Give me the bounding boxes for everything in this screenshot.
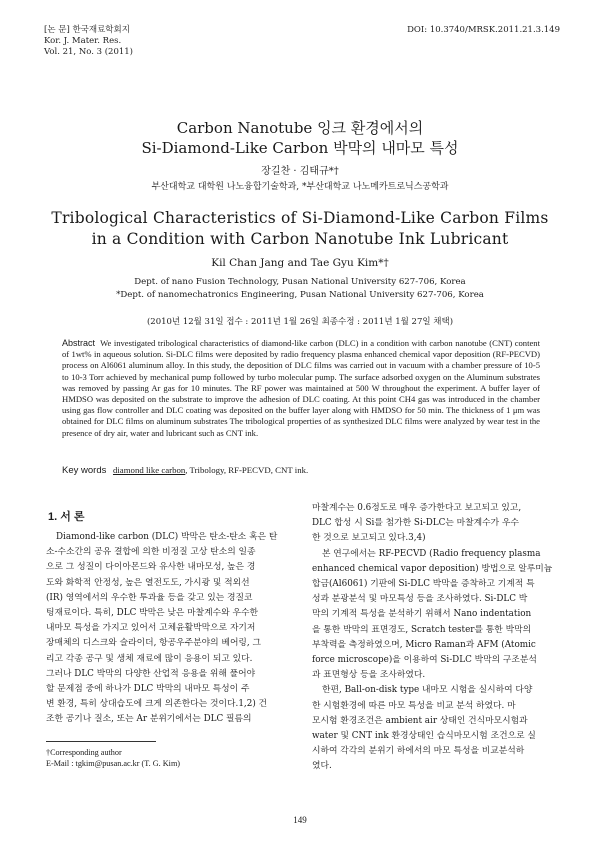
body-line: DLC 합성 시 Si를 첨가한 Si-DLC는 마찰계수가 우수 (312, 518, 519, 529)
body-line: 할 문제점 중에 하나가 DLC 박막의 내마모 특성이 주 (46, 684, 250, 695)
footnote-corresponding: †Corresponding author (46, 748, 122, 757)
body-column-left (46, 530, 290, 728)
footnote (46, 747, 180, 769)
keywords (62, 465, 308, 476)
body-line: 과 표면형상 등을 조사하였다. (312, 670, 426, 681)
footnote-divider (46, 741, 156, 742)
body-line: 막의 기계적 특성을 분석하기 위해서 Nano indentation (312, 609, 532, 620)
abstract-text: We investigated tribological characteristics of diamond-like carbon (DLC) in a condition with carbon nanotube (CNT) content of 1wt% in aqueous solution. Si-DLC films were deposited by radio frequency plasma enhanced chemical vapor deposition (RF-PECVD) process on Al6061 aluminum alloy. In this study, the deposition of DLC films was carried out in vacuum with a chamber pressure of 10-5 to 10-3 Torr achieved by mechanical pump followed by turbo molecular pump. The surface adsorbed oxygen on the Aluminum substrates was removed by passing Ar gas for 10 minutes. The RF power was maintained at 500 W throughout the experiment. A buffer layer of HMDSO was deposited on the substrate to improve the adhesion of DLC coating. At this point CH4 gas was introduced in the chamber using gas flow controller and DLC coating was deposited on the buffer layer along with HMDSO for 50 min. The thickness of 1 μm was obtained for DLC films on aluminum substrates The tribological properties of as synthesized DLC films were analyzed by wear test in the presence of dry air, water and lubricant such as CNT ink. (62, 338, 540, 438)
body-line: enhanced chemical vapor deposition) 방법으로 알루미늄 (312, 563, 553, 574)
keywords-label: Key words (62, 465, 107, 476)
keyword-first: diamond like carbon (112, 465, 186, 475)
body-line: 팅재료이다. 특히, DLC 박막은 낮은 마찰계수와 우수한 (46, 608, 258, 619)
body-line: Diamond-like carbon (DLC) 박막은 탄소-탄소 혹은 탄 (56, 532, 278, 542)
body-column-right (312, 501, 556, 775)
body-line: 부착력을 측정하였으며, Micro Raman과 AFM (Atomic (312, 639, 536, 650)
body-line: 장매체의 디스크와 슬라이더, 항공우주분야의 베어링, 그 (46, 638, 262, 649)
body-line: force microscope)을 이용하여 Si-DLC 박막의 구조분석 (312, 655, 537, 666)
body-line: 마찰계수는 0.6정도로 매우 증가한다고 보고되고 있고, (312, 503, 522, 513)
body-line: 성과 분광분석 및 마모특성 등을 조사하였다. Si-DLC 박 (312, 594, 528, 605)
journal-abbr: Kor. J. Mater. Res. (44, 36, 122, 46)
body-line: 도와 화학적 안정성, 높은 열전도도, 가시광 및 적외선 (46, 577, 250, 588)
journal-header (44, 25, 133, 58)
body-line: water 및 CNT ink 환경상태인 습식마모시험 조건으로 실 (312, 731, 536, 742)
affiliation-en-line2: *Dept. of nanomechatronics Engineering, Pusan National University 627-706, Korea (116, 290, 484, 300)
title-kr-line2: Si-Diamond-Like Carbon 박막의 내마모 특성 (141, 139, 459, 157)
journal-volume: Vol. 21, No. 3 (2011) (44, 47, 134, 57)
body-line: 조한 공기나 질소, 또는 Ar 분위기에서는 DLC 필름의 (46, 714, 252, 725)
body-line: 그러나 DLC 박막의 다양한 산업적 응용을 위해 풀어야 (46, 668, 256, 679)
doi: DOI: 10.3740/MRSK.2011.21.3.149 (407, 25, 560, 35)
body-line: 였다. (312, 761, 332, 772)
body-line: 소-수소간의 공유 결합에 의한 비정질 고상 탄소의 일종 (46, 547, 256, 558)
abstract (62, 338, 540, 439)
body-line: 변 환경, 특히 상대습도에 크게 의존한다는 것이다.1,2) 건 (46, 699, 268, 710)
body-line: 모시험 환경조건은 ambient air 상태인 건식마모시험과 (312, 715, 528, 726)
title-en-line1: Tribological Characteristics of Si-Diamond-Like Carbon Films (51, 209, 549, 227)
body-line: 리고 각종 공구 및 생체 재료에 많이 응용이 되고 있다. (46, 653, 253, 664)
body-line: 을 통한 박막의 표면경도, Scratch tester를 통한 박막의 (312, 624, 532, 635)
authors-en: Kil Chan Jang and Tae Gyu Kim*† (211, 257, 389, 269)
abstract-label: Abstract (62, 338, 96, 348)
footnote-email: E-Mail : tgkim@pusan.ac.kr (T. G. Kim) (46, 759, 181, 768)
body-line: 한 것으로 보고되고 있다.3,4) (312, 533, 426, 544)
body-line: 내마모 특성을 가지고 있어서 고체윤활박막으로 자기저 (46, 623, 256, 634)
received-dates: (2010년 12월 31일 접수 : 2011년 1월 26일 최종수정 : 2011년 1월 27일 채택) (146, 317, 454, 327)
body-line: (IR) 영역에서의 우수한 투과율 등을 갖고 있는 경질코 (46, 592, 253, 603)
page-number: 149 (293, 815, 307, 825)
body-line: 본 연구에서는 RF-PECVD (Radio frequency plasma (322, 548, 541, 559)
body-line: 합금(Al6061) 기판에 Si-DLC 박막을 증착하고 기계적 특 (312, 579, 535, 590)
affiliation-kr: 부산대학교 대학원 나노융합기술학과, *부산대학교 나노메카트로닉스공학과 (151, 182, 449, 192)
body-line: 한 시험환경에 따른 마모 특성을 비교 분석 하였다. 마 (312, 700, 516, 711)
body-line: 한편, Ball-on-disk type 내마모 시험을 실시하여 다양 (322, 685, 533, 696)
section-title: 1. 서 론 (48, 511, 85, 523)
keywords-rest: , Tribology, RF-PECVD, CNT ink. (185, 465, 309, 475)
title-en-line2: in a Condition with Carbon Nanotube Ink Lubricant (91, 230, 509, 248)
title-kr-line1: Carbon Nanotube 잉크 환경에서의 (176, 119, 424, 137)
journal-name-kr: [논 문] 한국재료학회지 (44, 25, 130, 35)
body-line: 으로 그 성질이 다이아몬드와 유사한 내마모성, 높은 경 (46, 562, 256, 573)
authors-kr: 장길찬 · 김태규*† (261, 166, 339, 177)
affiliation-en-line1: Dept. of nano Fusion Technology, Pusan National University 627-706, Korea (134, 277, 466, 287)
body-line: 시하여 각각의 분위기 하에서의 마모 특성을 비교분석하 (312, 746, 525, 757)
